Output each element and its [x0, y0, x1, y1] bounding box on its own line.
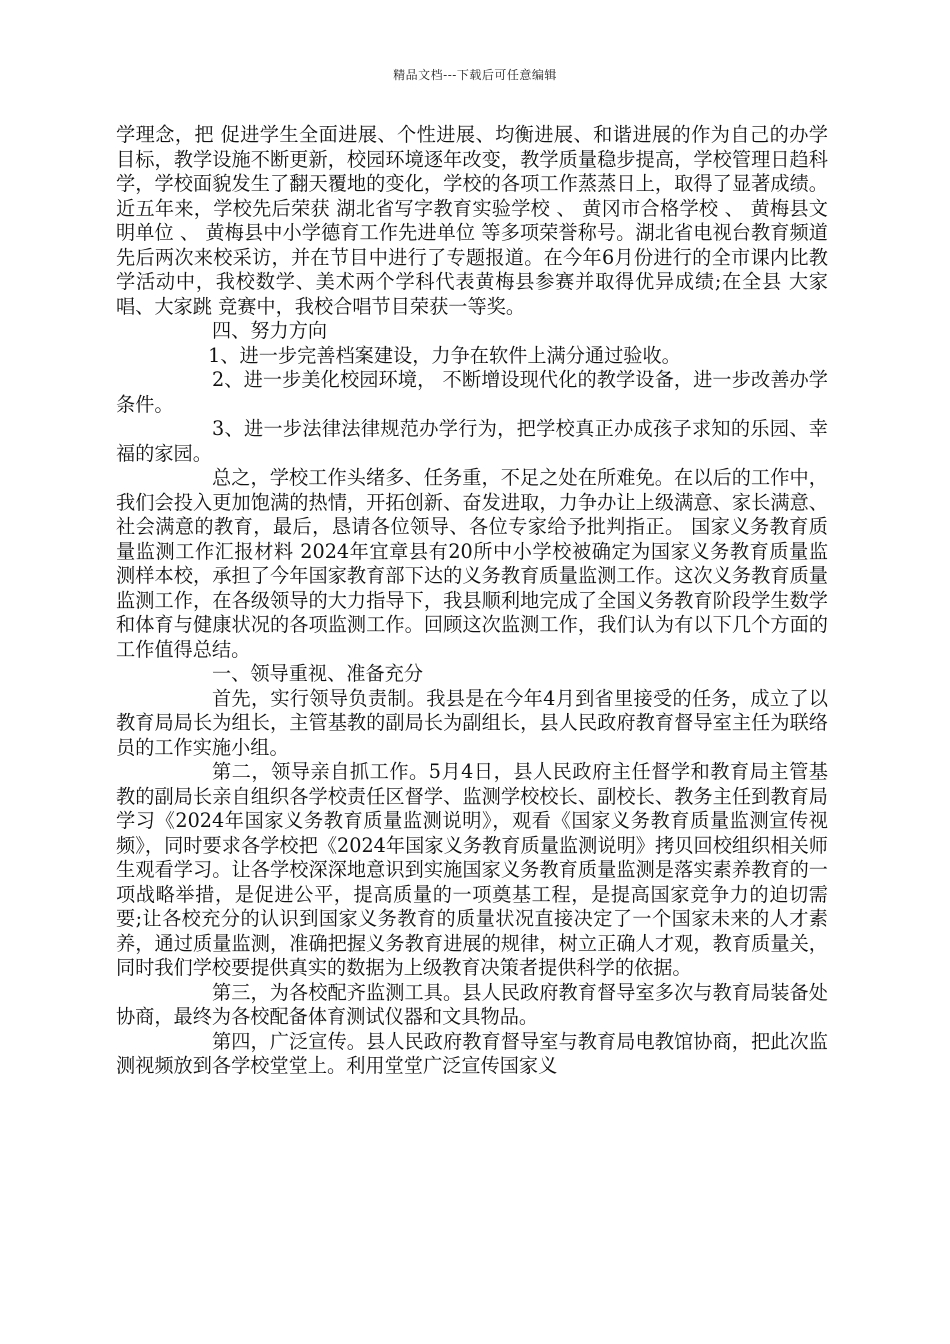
section-heading-leadership: 一、领导重视、准备充分 — [212, 662, 424, 685]
list-item-archive: 1、进一步完善档案建设，力争在软件上满分通过验收。 — [208, 343, 681, 367]
section-heading-direction: 四、努力方向 — [212, 319, 328, 342]
page-header: 精品文档---下载后可任意编辑 — [393, 68, 557, 82]
paragraph-third: 第三，为各校配齐监测工具。县人民政府教育督导室多次与教育局装备处协商，最终为各校配备体育测试仪器和文具物品。 — [116, 980, 828, 1028]
paragraph-second: 第二，领导亲自抓工作。5月4日，县人民政府主任督学和教育局主管基教的副局长亲自组织各学校责任区督学、监测学校校长、副校长、教务主任到教育局学习《2024年国家义务教育质量监测说明》，观看《国家义务教育质量监测宣传视频》，同时要求各学校把《2024年国家义务教育质量监测说明》拷贝回校组织相关师生观看学习。让各学校深深地意识到实施国家义务教育质量监测是落实素养教育的一项战略举措，是促进公平，提高质量的一项奠基工程，是提高国家竞争力的迫切需要;让各校充分的认识到国家义务教育的质量状况直接决定了一个国家未来的人才素养，通过质量监测，准确把握义务教育进展的规律，树立正确人才观，教育质量关，同时我们学校要提供真实的数据为上级教育决策者提供科学的依据。 — [116, 760, 828, 979]
paragraph-school-achievements: 学理念，把 促进学生全面进展、个性进展、均衡进展、和谐进展的作为自己的办学目标，教学设施不断更新，校园环境逐年改变，教学质量稳步提高，学校管理日趋科学，学校面貌发生了翻天覆地的变化，学校的各项工作蒸蒸日上，取得了显著成绩。近五年来，学校先后荣获 湖北省写字教育实验学校 、 黄冈市合格学校 、 黄梅县文明单位 、 黄梅县中小学德育工作先进单位 等多项荣誉称号。湖北省电视台教育频道先后两次来校采访，并在节目中进行了专题报道。在今年6月份进行的全市课内比教学活动中，我校数学、美术两个学科代表黄梅县参赛并取得优异成绩;在全县 大家唱、大家跳 竞赛中，我校合唱节目荣获一等奖。 — [116, 123, 828, 318]
list-item-regulation: 3、进一步法律法律规范办学行为，把学校真正办成孩子求知的乐园、幸福的家园。 — [116, 417, 828, 465]
list-item-campus: 2、进一步美化校园环境， 不断增设现代化的教学设备，进一步改善办学条件。 — [116, 368, 828, 416]
document-body — [116, 123, 828, 1079]
paragraph-fourth: 第四，广泛宣传。县人民政府教育督导室与教育局电教馆协商，把此次监测视频放到各学校堂堂上。利用堂堂广泛宣传国家义 — [116, 1029, 828, 1077]
paragraph-summary: 总之，学校工作头绪多、任务重，不足之处在所难免。在以后的工作中，我们会投入更加饱满的热情，开拓创新、奋发进取，力争办让上级满意、家长满意、社会满意的教育，最后，恳请各位领导、各位专家给予批判指正。 国家义务教育质量监测工作汇报材料 2024年宜章县有20所中小学校被确定为国家义务教育质量监测样本校，承担了今年国家教育部下达的义务教育质量监测工作。这次义务教育质量监测工作，在各级领导的大力指导下，我县顺利地完成了全国义务教育阶段学生数学和体育与健康状况的各项监测工作。回顾这次监测工作，我们认为有以下几个方面的工作值得总结。 — [116, 466, 828, 661]
paragraph-first: 首先，实行领导负责制。我县是在今年4月到省里接受的任务，成立了以教育局局长为组长，主管基教的副局长为副组长，县人民政府教育督导室主任为联络员的工作实施小组。 — [116, 686, 828, 759]
